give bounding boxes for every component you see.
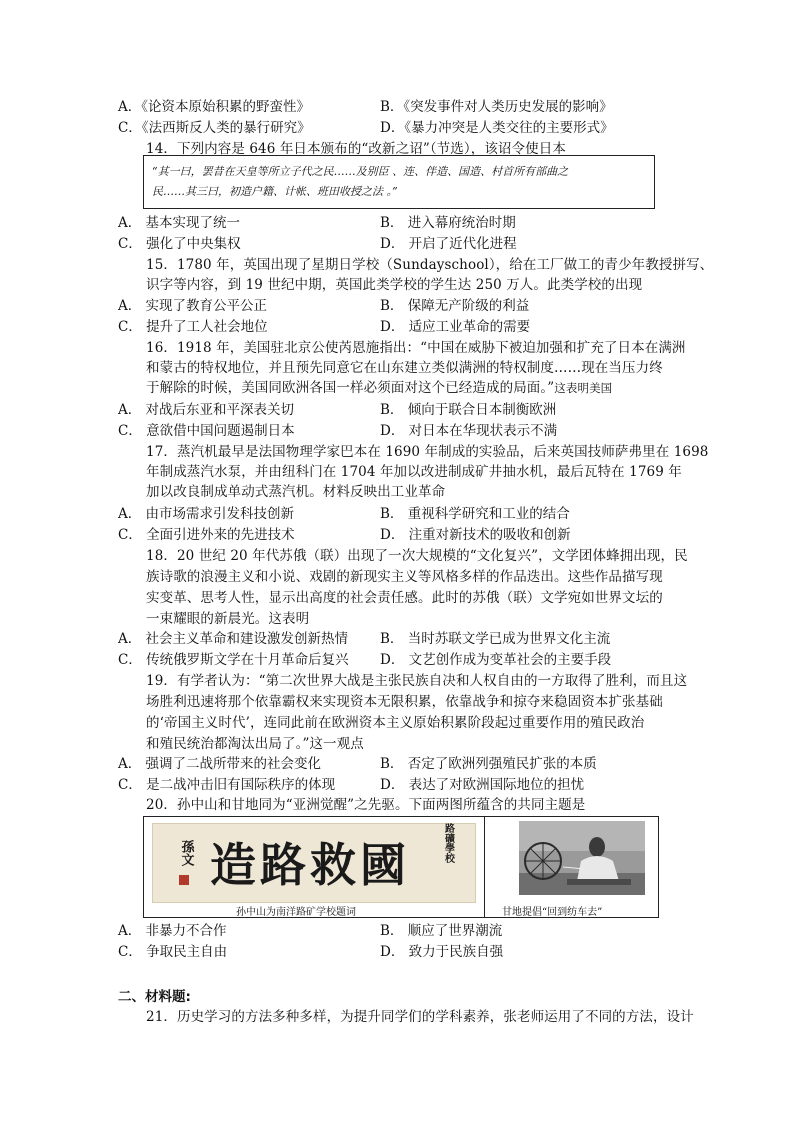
calligraphy-signature: 孫文 xyxy=(178,840,194,866)
caption-left: 孙中山为南洋路矿学校题词 xyxy=(236,907,356,918)
figure-divider xyxy=(484,817,485,917)
q17-line-1: 17．蒸汽机最早是法国物理学家巴本在 1690 年制成的实验品，后来英国技师萨弗里在 1698 xyxy=(146,444,709,460)
q20-option-b[interactable]: B． 顺应了世界潮流 xyxy=(380,923,503,939)
q17-line-3: 加以改良制成单动式蒸汽机。材料反映出工业革命 xyxy=(146,484,446,500)
seal-stamp xyxy=(179,875,189,885)
q19-option-a[interactable]: A． 强调了二战所带来的社会变化 xyxy=(118,756,322,772)
q19-line-4: 和殖民统治都淘汰出局了。”这一观点 xyxy=(146,736,364,752)
q18-option-d[interactable]: D． 文艺创作成为变革社会的主要手段 xyxy=(380,652,612,668)
q16-line-2: 和蒙古的特权地位，并且预先同意它在山东建立类似满洲的特权制度……现在当压力终 xyxy=(146,360,663,376)
sun-yatsen-calligraphy-image xyxy=(152,823,476,903)
q20-option-c[interactable]: C． 争取民主自由 xyxy=(118,944,228,960)
q16-line-3 xyxy=(146,378,612,398)
q14-quote-line-2: 民……其三曰，初造户籍、计帐、班田收授之法 。” xyxy=(152,185,398,198)
q13-option-b[interactable]: B．《突发事件对人类历史发展的影响》 xyxy=(380,99,613,115)
q16-option-a[interactable]: A． 对战后东亚和平深表关切 xyxy=(118,402,295,418)
q16-option-d[interactable]: D． 对日本在华现状表示不满 xyxy=(380,423,558,439)
gandhi-spinning-wheel-photo xyxy=(519,821,645,895)
q15-option-c[interactable]: C． 提升了工人社会地位 xyxy=(118,319,268,335)
q18-line-1: 18．20 世纪 20 年代苏俄（联）出现了一次大规模的“文化复兴”，文学团体蜂拥出现，民 xyxy=(146,548,688,564)
q19-option-b[interactable]: B． 否定了欧洲列强殖民扩张的本质 xyxy=(380,756,597,772)
q18-option-b[interactable]: B． 当时苏联文学已成为世界文化主流 xyxy=(380,631,611,647)
q15-line-1: 15．1780 年，英国出现了星期日学校（Sundayschool），给在工厂做工的青少年教授拼写、 xyxy=(146,257,714,273)
q13-option-c[interactable]: C．《法西斯反人类的暴行研究》 xyxy=(118,120,311,136)
calligraphy-inscription: 南洋路礦學校 xyxy=(442,823,454,863)
q18-line-4: 一束耀眼的新晨光。这表明 xyxy=(146,611,310,627)
q20-option-a[interactable]: A． 非暴力不合作 xyxy=(118,923,227,939)
q18-line-2: 族诗歌的浪漫主义和小说、戏剧的新现实主义等风格多样的作品迭出。这些作品描写现 xyxy=(146,569,663,585)
q14-quote-line-1: “其一曰，罢昔在天皇等所立子代之民……及别臣 、连、伴造、国造、村首所有部曲之 xyxy=(152,165,569,178)
q14-option-d[interactable]: D． 开启了近代化进程 xyxy=(380,236,517,252)
caption-right: 甘地提倡“回到纺车去” xyxy=(502,907,603,918)
q15-option-b[interactable]: B． 保障无产阶级的利益 xyxy=(380,298,530,314)
q17-option-d[interactable]: D． 注重对新技术的吸收和创新 xyxy=(380,527,571,543)
q16-option-c[interactable]: C． 意欲借中国问题遏制日本 xyxy=(118,423,295,439)
q18-line-3: 实变革、思考人性，显示出高度的社会责任感。此时的苏俄（联）文学宛如世界文坛的 xyxy=(146,590,663,606)
q13-option-d[interactable]: D．《暴力冲突是人类交往的主要形式》 xyxy=(380,120,614,136)
q16-line-3-text: 于解除的时候，美国同欧洲各国一样必须面对这个已经造成的局面。” xyxy=(146,380,555,396)
q20-stem: 20．孙中山和甘地同为“亚洲觉醒”之先驱。下面两图所蕴含的共同主题是 xyxy=(146,797,586,813)
q15-option-a[interactable]: A． 实现了教育公平公正 xyxy=(118,298,268,314)
q16-line-3-tail: 这表明美国 xyxy=(554,381,613,395)
q14-stem: 14．下列内容是 646 年日本颁布的“改新之诏”（节选），该诏令使日本 xyxy=(146,141,566,157)
q17-line-2: 年制成蒸汽水泵，并由纽科门在 1704 年加以改进制成矿井抽水机，最后瓦特在 1769 年 xyxy=(146,464,682,480)
calligraphy-main-text: 造路救國 xyxy=(210,838,410,892)
q17-option-b[interactable]: B． 重视科学研究和工业的结合 xyxy=(380,506,570,522)
q18-option-a[interactable]: A． 社会主义革命和建设激发创新热情 xyxy=(118,631,349,647)
q16-option-b[interactable]: B． 倾向于联合日本制衡欧洲 xyxy=(380,402,557,418)
section-2-title: 二、材料题: xyxy=(118,989,191,1005)
q19-line-1: 19．有学者认为：“第二次世界大战是主张民族自决和人权自由的一方取得了胜利，而且这 xyxy=(146,673,688,689)
q18-option-c[interactable]: C． 传统俄罗斯文学在十月革命后复兴 xyxy=(118,652,349,668)
q19-line-3: 的‘帝国主义时代’，连同此前在欧洲资本主义原始积累阶段起过重要作用的殖民政治 xyxy=(146,715,645,731)
q15-line-2: 识字等内容，到 19 世纪中期，英国此类学校的学生达 250 万人。此类学校的出现 xyxy=(146,277,643,293)
q20-option-d[interactable]: D． 致力于民族自强 xyxy=(380,944,504,960)
q13-option-a[interactable]: A．《论资本原始积累的野蛮性》 xyxy=(118,99,310,115)
q14-option-c[interactable]: C． 强化了中央集权 xyxy=(118,236,241,252)
q16-line-1: 16．1918 年，美国驻北京公使芮恩施指出：“中国在威胁下被迫加强和扩充了日本在满洲 xyxy=(146,340,686,356)
q17-option-a[interactable]: A． 由市场需求引发科技创新 xyxy=(118,506,295,522)
q19-option-c[interactable]: C． 是二战冲击旧有国际秩序的体现 xyxy=(118,777,336,793)
q19-option-d[interactable]: D． 表达了对欧洲国际地位的担忧 xyxy=(380,777,585,793)
q15-option-d[interactable]: D． 适应工业革命的需要 xyxy=(380,319,531,335)
q14-quote-box xyxy=(143,155,655,209)
q20-figure-box xyxy=(143,816,659,918)
q17-option-c[interactable]: C． 全面引进外来的先进技术 xyxy=(118,527,295,543)
q14-option-a[interactable]: A． 基本实现了统一 xyxy=(118,215,241,231)
q14-option-b[interactable]: B． 进入幕府统治时期 xyxy=(380,215,516,231)
q21-line-1: 21．历史学习的方法多种多样，为提升同学们的学科素养，张老师运用了不同的方法，设计 xyxy=(146,1009,694,1025)
q19-line-2: 场胜利迅速将那个依靠霸权来实现资本无限积累，依靠战争和掠夺来稳固资本扩张基础 xyxy=(146,694,663,710)
